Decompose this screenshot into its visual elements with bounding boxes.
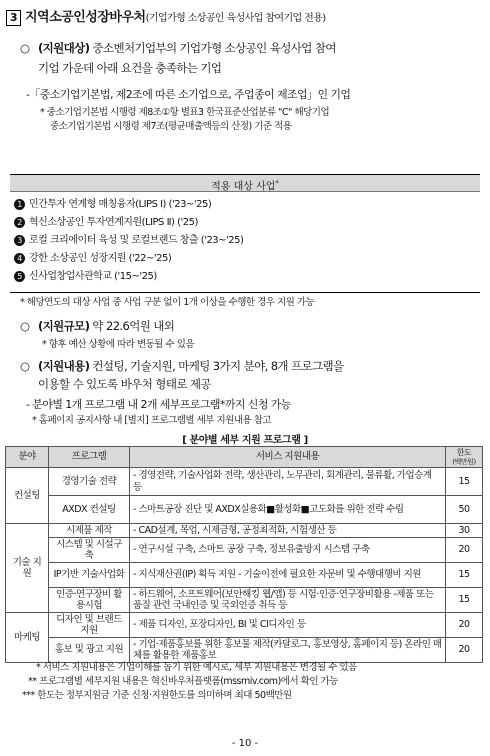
program-cell: IP기반 기술사업화: [49, 563, 130, 588]
footnote-1: * 서비스 지원내용은 기업이해를 돕기 위한 예시로, 세부 지원내용은 변경될 수 있음: [36, 662, 357, 673]
apply-note: * 해당연도의 대상 사업 중 사업 구분 없이 1개 이상을 수행한 경우 지원 가능: [20, 297, 315, 308]
scale-label: (지원규모): [38, 319, 90, 333]
col-header-limit: 한도 (백만원): [446, 447, 483, 468]
program-cell: 디자인 및 브랜드 지원: [49, 613, 130, 638]
program-cell: 시제품 제작: [49, 524, 130, 538]
content-line2: 이용할 수 있도록 바우처 형태로 제공: [38, 377, 211, 391]
col-header-program: 프로그램: [49, 447, 130, 468]
scale-paragraph: ○ (지원규모) 약 22.6억원 내외: [20, 319, 175, 333]
service-cell: - 연구시설 구축, 스마트 공장 구축, 정보유출방지 시스템 구축: [130, 538, 446, 563]
section-subtitle: (기업가형 소상공인 육성사업 참여기업 전용): [145, 13, 326, 24]
target-label: (지원대상): [38, 41, 90, 55]
numbered-circle-icon: 1: [14, 199, 25, 210]
apply-item: 3 로컬 크리에이터 육성 및 로컬브랜드 창출 ('23~'25): [14, 231, 243, 246]
content-paragraph: ○ (지원내용) 컨설팅, 기술지원, 마케팅 3가지 분야, 8개 프로그램을: [20, 359, 344, 373]
limit-cell: 20: [446, 538, 483, 563]
table-row: [6, 538, 483, 563]
section-title: [6, 6, 326, 26]
field-cell: 컨설팅: [6, 468, 49, 524]
target-note1: * 중소기업기본법 시행령 제8조①항 별표3 한국표준산업분류 "C" 해당기업: [40, 107, 330, 118]
program-cell: 시스템 및 시설구축: [49, 538, 130, 563]
limit-cell: 15: [446, 563, 483, 588]
table-row: [6, 496, 483, 524]
scale-note: * 향후 예산 상황에 따라 변동될 수 있음: [42, 339, 195, 350]
table-header-row: [6, 447, 483, 468]
table-row: [6, 524, 483, 538]
content-label: (지원내용): [38, 359, 90, 373]
numbered-circle-icon: 5: [14, 271, 25, 282]
apply-item: 4 강한 소상공인 성장지원 ('22~'25): [14, 249, 171, 264]
field-cell: 마케팅: [6, 613, 49, 663]
content-line1: 컨설팅, 기술지원, 마케팅 3가지 분야, 8개 프로그램을: [92, 359, 344, 373]
limit-cell: 15: [446, 588, 483, 613]
col-header-field: 분야: [6, 447, 49, 468]
page-number: - 10 -: [231, 738, 259, 749]
numbered-circle-icon: 2: [14, 217, 25, 228]
section-number-box: 3: [6, 10, 21, 26]
limit-cell: 50: [446, 496, 483, 524]
target-line2: 기업 가운데 아래 요건을 충족하는 기업: [38, 61, 222, 75]
service-cell: - 제품 디자인, 포장디자인, BI 및 CI디자인 등: [130, 613, 446, 638]
footnote-2: ** 프로그램별 세부지원 내용은 혁신바우처플랫폼(mssmiv.com)에서 확인 가능: [28, 676, 338, 687]
table-row: [6, 613, 483, 638]
applicable-programs-box: [10, 174, 480, 293]
service-cell: - CAD설계, 목업, 시제금형, 공정최적화, 시험생산 등: [130, 524, 446, 538]
target-note2: 중소기업기본법 시행령 제7조(평균매출액등의 산정) 기준 적용: [50, 121, 292, 132]
apply-item: 2 혁신소상공인 투자연계지원(LIPS Ⅱ) ('25): [14, 213, 198, 228]
table-row: [6, 588, 483, 613]
content-dash: - 분야별 1개 프로그램 내 2개 세부프로그램*까지 신청 가능: [26, 398, 291, 411]
program-cell: 경영기술 전략: [49, 468, 130, 496]
program-cell: 인증·연구장비 활용시험: [49, 588, 130, 613]
target-dash: -「중소기업기본법, 제2조에 따른 소기업으로, 주업종이 제조업」인 기업: [26, 88, 351, 101]
content-note: * 홈페이지 공지사항 내 [별지] 프로그램별 세부 지원내용 참고: [32, 415, 272, 426]
table-row: [6, 563, 483, 588]
numbered-circle-icon: 3: [14, 235, 25, 246]
target-paragraph: [20, 40, 485, 57]
bullet-circle: ○: [20, 41, 30, 55]
service-cell: - 기업·제품홍보를 위한 홍보물 제작(카달로그, 홍보영상, 홈페이지 등) 온라인 매체를 활용한 제품홍보: [130, 638, 446, 663]
table-row: [6, 638, 483, 663]
field-cell: 기술 지원: [6, 524, 49, 613]
apply-item: 5 신사업창업사관학교 ('15~'25): [14, 267, 157, 282]
limit-cell: 30: [446, 524, 483, 538]
program-table: [5, 446, 483, 663]
program-table-caption: [ 분야별 세부 지원 프로그램 ]: [182, 435, 308, 446]
target-line1: 중소벤처기업부의 기업가형 소상공인 육성사업 참여: [92, 41, 336, 55]
applicable-programs-header: 적용 대상 사업*: [10, 175, 480, 192]
footnote-3: *** 한도는 정부지원금 기준 신청·지원한도를 의미하며 최대 50백만원: [22, 690, 292, 701]
limit-cell: 15: [446, 468, 483, 496]
col-header-service: 서비스 지원내용: [130, 447, 446, 468]
service-cell: - 하드웨어, 소프트웨어(보안해킹 웹/앱) 등 시험·인증·연구장비활용 -제품 또는 품질 관련 국내인증 및 국외인증 취득 등: [130, 588, 446, 613]
apply-item: 1 민간투자 연계형 매칭융자(LIPS Ⅰ) ('23~'25): [14, 195, 211, 210]
numbered-circle-icon: 4: [14, 253, 25, 264]
section-title-text: 지역소공인성장바우처: [25, 10, 146, 25]
table-row: [6, 468, 483, 496]
service-cell: - 스마트공장 진단 및 AXDX실용화■활성화■고도화를 위한 전략 수립: [130, 496, 446, 524]
limit-cell: 20: [446, 638, 483, 663]
program-cell: 홍보 및 광고 지원: [49, 638, 130, 663]
program-cell: AXDX 컨설팅: [49, 496, 130, 524]
limit-cell: 20: [446, 613, 483, 638]
scale-text: 약 22.6억원 내외: [92, 319, 175, 333]
service-cell: - 지식재산권(IP) 획득 지원 - 기술이전에 필요한 자문비 및 수행대행비 지원: [130, 563, 446, 588]
service-cell: - 경영전략, 기술사업화 전략, 생산관리, 노무관리, 회계관리, 물류활, 가업승계 등: [130, 468, 446, 496]
